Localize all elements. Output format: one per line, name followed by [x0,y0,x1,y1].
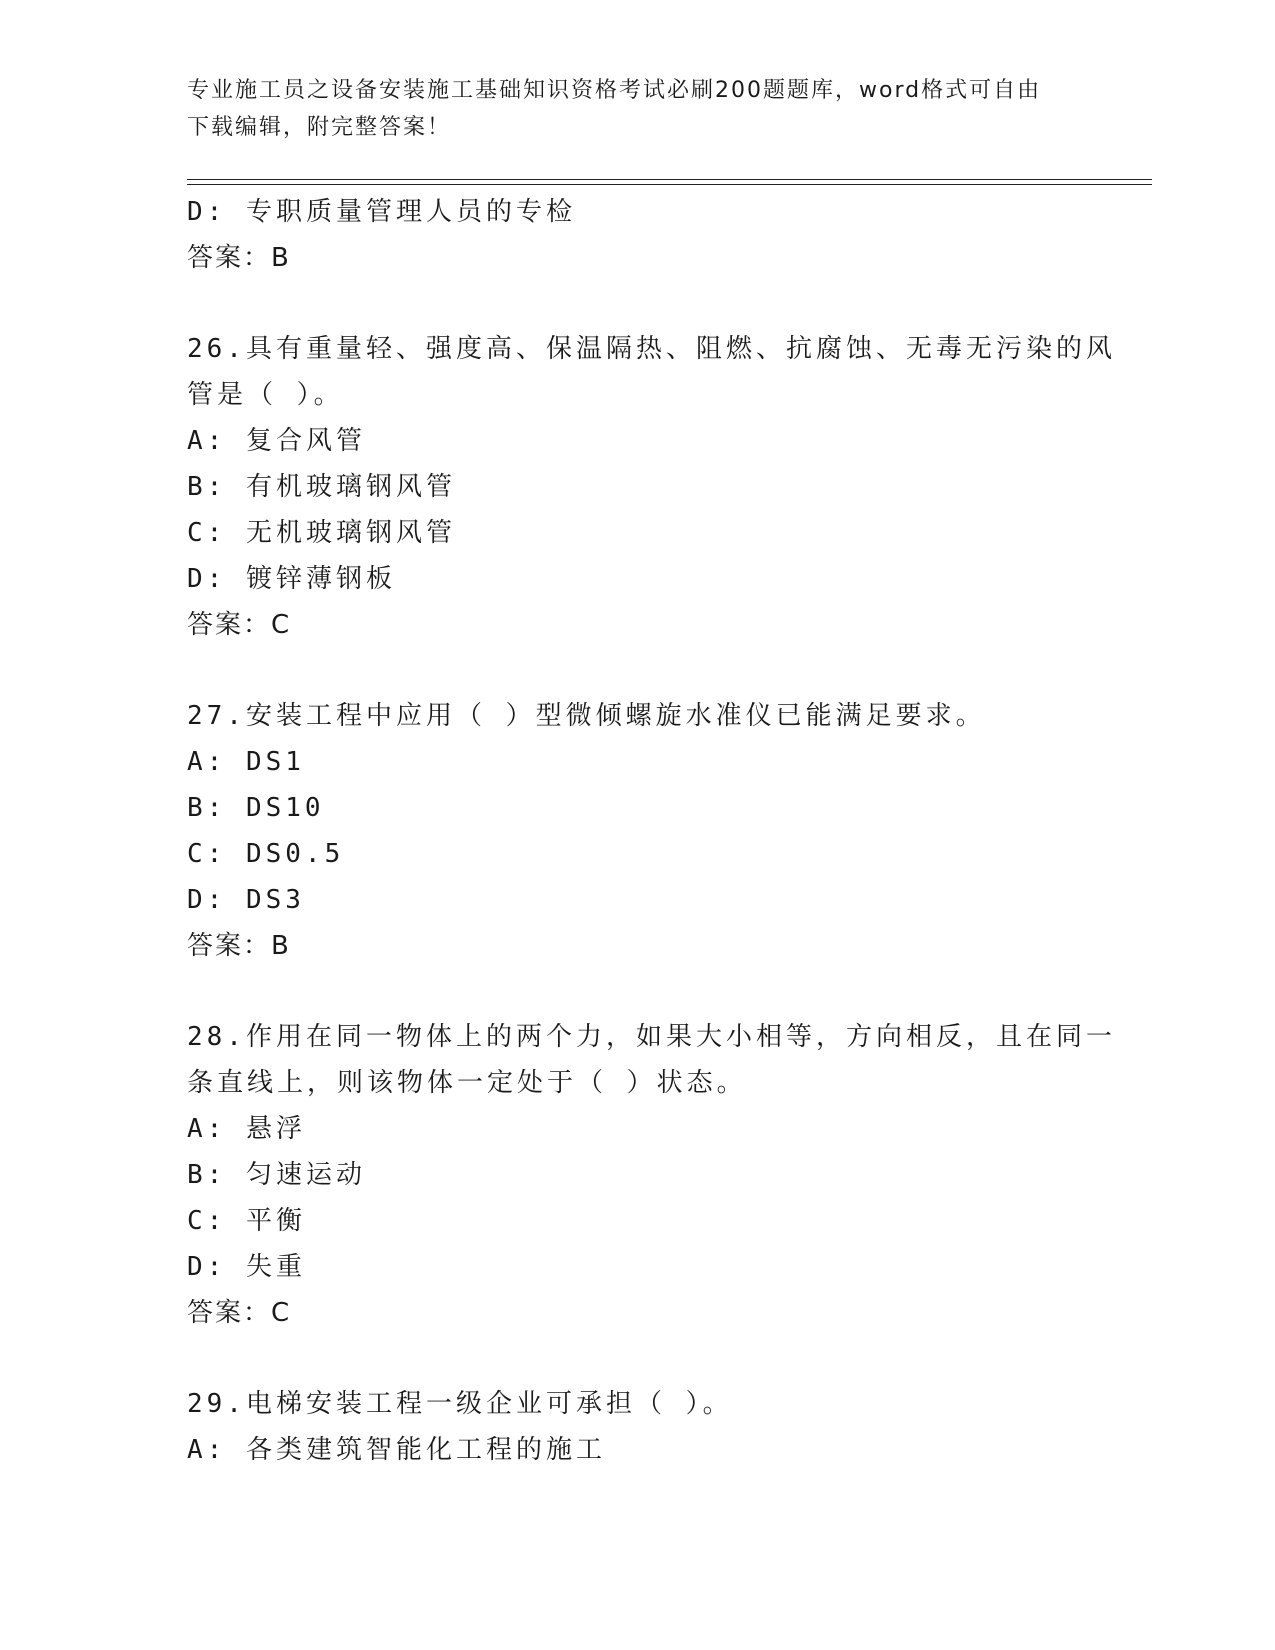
option-d: D: 镀锌薄钢板 [187,564,396,594]
option-d: D: 失重 [187,1252,306,1282]
option-d: D: 专职质量管理人员的专检 [187,197,576,227]
question-stem-continued: 条直线上，则该物体一定处于（ ）状态。 [187,1068,747,1098]
header-divider-top [187,179,1152,180]
answer-line: 答案：B [187,931,291,961]
question-27 [187,693,1147,969]
header-line-2: 下载编辑，附完整答案！ [187,115,452,140]
question-stem: 28.作用在同一物体上的两个力，如果大小相等，方向相反，且在同一 [187,1022,1116,1052]
option-d: D: DS3 [187,885,305,915]
question-25-tail [187,189,1147,281]
question-26 [187,326,1147,648]
question-stem-continued: 管是（ ）。 [187,380,344,410]
answer-line: 答案：C [187,610,292,640]
option-a: A: 复合风管 [187,426,366,456]
option-b: B: DS10 [187,793,325,823]
question-stem: 29.电梯安装工程一级企业可承担（ ）。 [187,1389,733,1419]
question-28 [187,1014,1147,1336]
document-header [187,72,1087,146]
option-c: C: 无机玻璃钢风管 [187,518,456,548]
question-29 [187,1381,1147,1473]
question-stem: 27.安装工程中应用（ ）型微倾螺旋水准仪已能满足要求。 [187,701,986,731]
question-stem: 26.具有重量轻、强度高、保温隔热、阻燃、抗腐蚀、无毒无污染的风 [187,334,1116,364]
answer-line: 答案：B [187,243,291,273]
answer-line: 答案：C [187,1298,292,1328]
option-b: B: 匀速运动 [187,1160,366,1190]
option-c: C: DS0.5 [187,839,345,869]
option-c: C: 平衡 [187,1206,306,1236]
option-a: A: 悬浮 [187,1114,306,1144]
header-divider-bottom [187,184,1152,185]
option-a: A: DS1 [187,747,305,777]
option-b: B: 有机玻璃钢风管 [187,472,456,502]
option-a: A: 各类建筑智能化工程的施工 [187,1435,606,1465]
header-line-1: 专业施工员之设备安装施工基础知识资格考试必刷200题题库，word格式可自由 [187,78,1042,103]
question-list [187,189,1147,1473]
